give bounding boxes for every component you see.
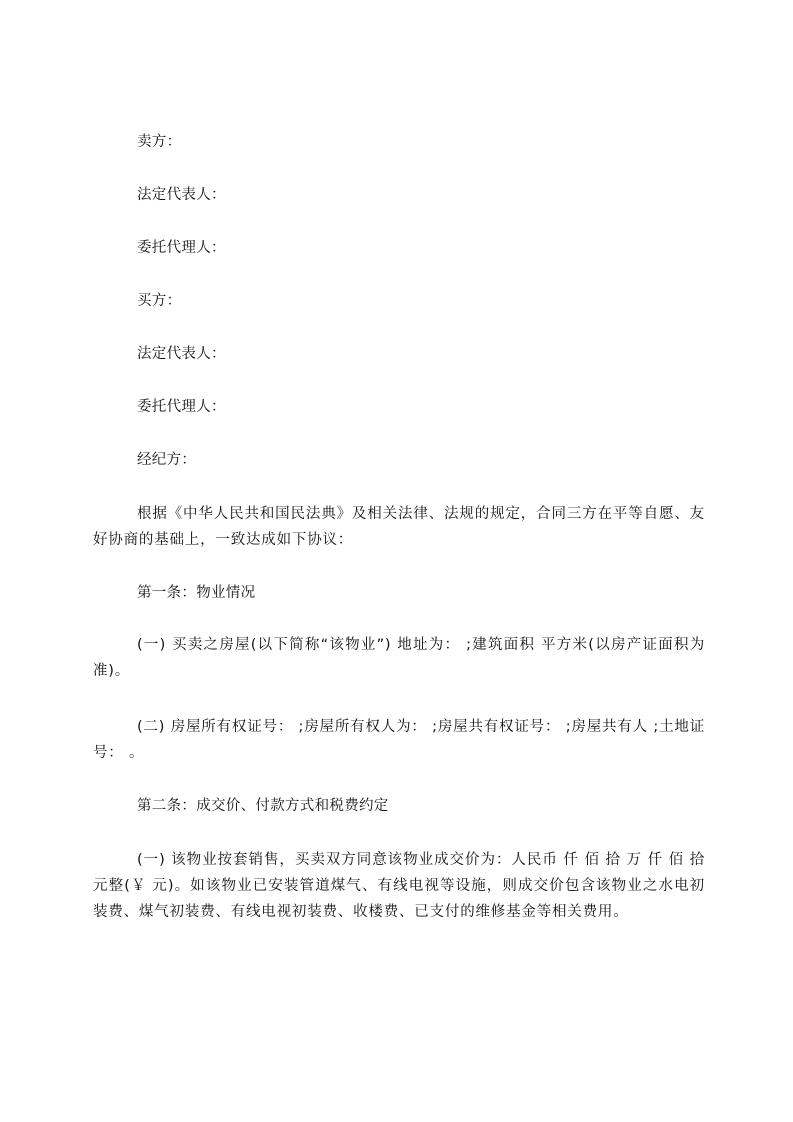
buyer-label: 买方：	[137, 293, 182, 309]
buyer-representative-label: 法定代表人：	[137, 346, 226, 362]
article-2-title: 第二条：成交价、付款方式和税费约定	[137, 798, 389, 814]
buyer-agent-label: 委托代理人：	[137, 399, 226, 415]
article-2-item-1: (一) 该物业按套销售，买卖双方同意该物业成交价为：人民币 仟 佰 拾 万 仟 佰 拾 元整(￥ 元)。如该物业已安装管道煤气、有线电视等设施，则成交价包含该物业之水电初装费、煤气初装费、有线电视初装费、收楼费、已支付的维修基金等相关费用。	[93, 852, 705, 920]
seller-representative-label: 法定代表人：	[137, 187, 226, 203]
article-1-item-1: (一) 买卖之房屋(以下简称“该物业”) 地址为： ;建筑面积 平方米(以房产证面积为准)。	[93, 637, 705, 679]
seller-agent-label: 委托代理人：	[137, 240, 226, 256]
article-1-title: 第一条：物业情况	[137, 585, 256, 601]
seller-label: 卖方：	[137, 134, 182, 150]
broker-label: 经纪方：	[137, 452, 197, 468]
article-1-item-2: (二) 房屋所有权证号： ;房屋所有权人为： ;房屋共有权证号： ;房屋共有人 ;土地证号： 。	[93, 719, 705, 761]
preamble-paragraph: 根据《中华人民共和国民法典》及相关法律、法规的规定，合同三方在平等自愿、友好协商的基础上，一致达成如下协议：	[93, 506, 705, 548]
